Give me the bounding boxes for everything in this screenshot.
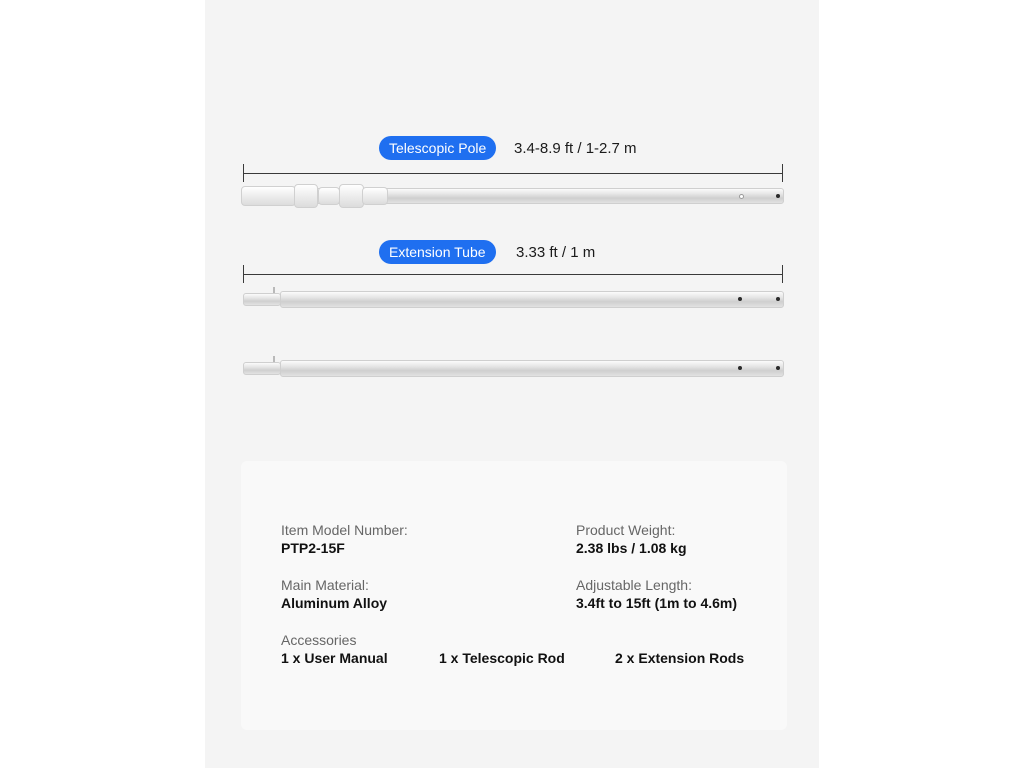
telescopic-dimension-line: [243, 173, 783, 174]
extension-tube-hole: [738, 297, 742, 301]
twist-lock-2: [339, 184, 364, 208]
pole-hole: [739, 194, 744, 199]
extension-tube-connector: [243, 293, 281, 306]
extension-tube-button: [273, 356, 275, 362]
material-value: Aluminum Alloy: [281, 595, 388, 611]
accessory-item: 1 x Telescopic Rod: [439, 650, 565, 666]
extension-tube-body: [280, 291, 784, 308]
accessories-label: Accessories: [281, 632, 357, 648]
extension-tube-button: [273, 287, 275, 293]
accessory-item: 2 x Extension Rods: [615, 650, 745, 666]
model-number-label: Item Model Number:: [281, 522, 408, 538]
telescopic-dimension-tick-right: [782, 164, 783, 182]
adjustable-length-label: Adjustable Length:: [576, 577, 692, 593]
pole-end-cap: [241, 186, 296, 206]
extension-tube-hole: [738, 366, 742, 370]
pole-sleeve-section: [318, 187, 340, 205]
weight-value: 2.38 lbs / 1.08 kg: [576, 540, 687, 556]
pole-pin-hole: [776, 194, 780, 198]
model-number-value: PTP2-15F: [281, 540, 345, 556]
telescopic-pole-badge: Telescopic Pole: [379, 136, 496, 160]
accessory-item: 1 x User Manual: [281, 650, 388, 666]
telescopic-pole-dimension: 3.4-8.9 ft / 1-2.7 m: [514, 140, 637, 157]
pole-sleeve-section-2: [362, 187, 388, 205]
twist-lock-1: [294, 184, 318, 208]
extension-tube-connector: [243, 362, 281, 375]
extension-dimension-line: [243, 274, 783, 275]
extension-tube-body: [280, 360, 784, 377]
adjustable-length-value: 3.4ft to 15ft (1m to 4.6m): [576, 595, 738, 611]
extension-dimension-tick-left: [243, 265, 244, 283]
weight-label: Product Weight:: [576, 522, 676, 538]
extension-tube-dimension: 3.33 ft / 1 m: [516, 244, 596, 261]
material-label: Main Material:: [281, 577, 369, 593]
telescopic-dimension-tick-left: [243, 164, 244, 182]
extension-tube-badge: Extension Tube: [379, 240, 496, 264]
extension-tube-hole: [776, 297, 780, 301]
extension-tube-hole: [776, 366, 780, 370]
extension-dimension-tick-right: [782, 265, 783, 283]
